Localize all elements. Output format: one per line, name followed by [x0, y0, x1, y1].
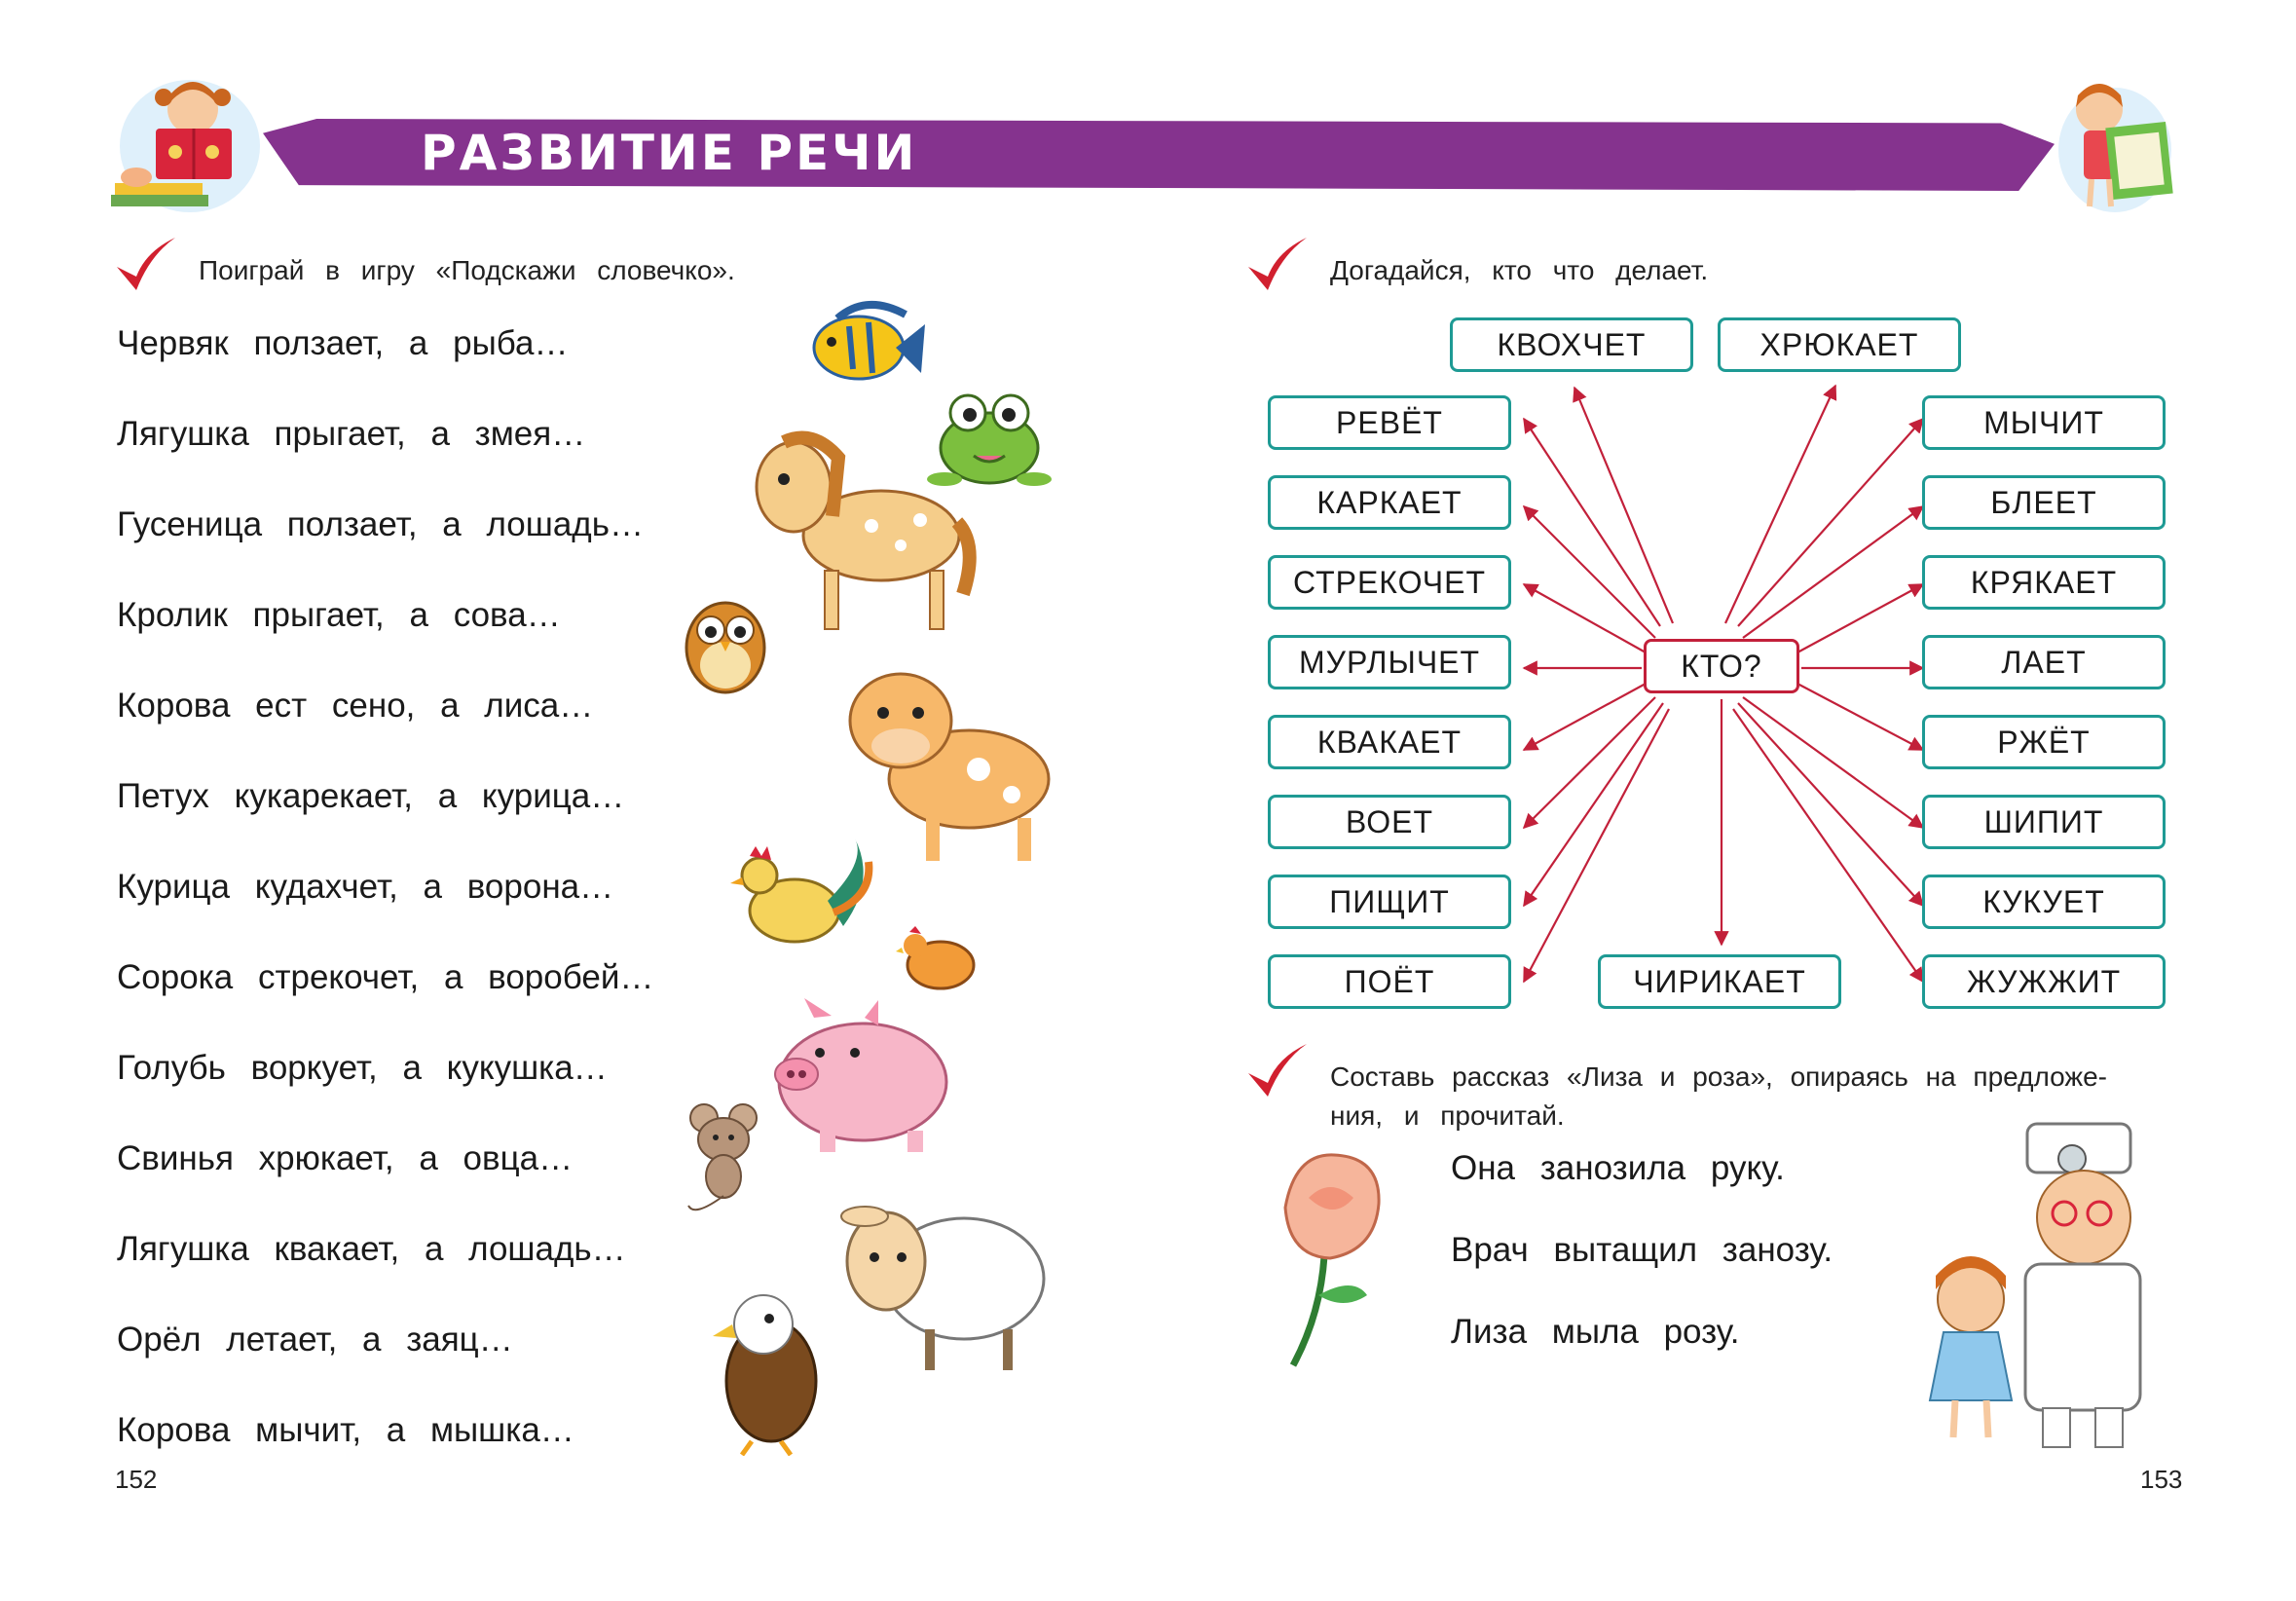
doctor-and-girl-illustration — [1918, 1120, 2171, 1451]
word-box: ЖУЖЖИТ — [1922, 954, 2166, 1009]
phrase: Свинья хрюкает, а овца… — [117, 1139, 574, 1177]
word-box: ШИПИТ — [1922, 795, 2166, 849]
story-line: Врач вытащил занозу. — [1451, 1231, 1833, 1269]
word-box: КУКУЕТ — [1922, 875, 2166, 929]
word-box: ХРЮКАЕТ — [1718, 317, 1961, 372]
story-line: Она занозила руку. — [1451, 1149, 1785, 1187]
phrase: Червяк ползает, а рыба… — [117, 324, 569, 362]
right-task-2-line1: Составь рассказ «Лиза и роза», опираясь на предложе- — [1330, 1061, 2107, 1092]
word-box: БЛЕЕТ — [1922, 475, 2166, 530]
phrase: Петух кукарекает, а курица… — [117, 777, 625, 815]
center-box: КТО? — [1644, 639, 1799, 693]
word-box: МЫЧИТ — [1922, 395, 2166, 450]
rose-illustration — [1266, 1149, 1397, 1368]
phrase: Кролик прыгает, а сова… — [117, 596, 561, 634]
word-box: РЕВЁТ — [1268, 395, 1511, 450]
page-number-left: 152 — [115, 1465, 158, 1494]
right-task-2-line2: ния, и прочитай. — [1330, 1100, 1565, 1131]
word-box: КРЯКАЕТ — [1922, 555, 2166, 610]
checkmark-icon — [1244, 1040, 1309, 1104]
word-box: РЖЁТ — [1922, 715, 2166, 769]
left-task: Поиграй в игру «Подскажи словечко». — [199, 255, 735, 285]
word-box: КВАКАЕТ — [1268, 715, 1511, 769]
word-box: ЧИРИКАЕТ — [1598, 954, 1841, 1009]
word-box: ЛАЕТ — [1922, 635, 2166, 689]
phrase: Лягушка квакает, а лошадь… — [117, 1230, 626, 1268]
story-line: Лиза мыла розу. — [1451, 1313, 1740, 1351]
phrase: Корова ест сено, а лиса… — [117, 687, 594, 725]
word-box: ПИЩИТ — [1268, 875, 1511, 929]
word-box: МУРЛЫЧЕТ — [1268, 635, 1511, 689]
phrase: Сорока стрекочет, а воробей… — [117, 958, 654, 996]
page-number-right: 153 — [2140, 1465, 2183, 1494]
phrase: Курица кудахчет, а ворона… — [117, 868, 614, 906]
word-box: ПОЁТ — [1268, 954, 1511, 1009]
phrase: Орёл летает, а заяц… — [117, 1321, 513, 1359]
word-box: ВОЕТ — [1268, 795, 1511, 849]
page-title: РАЗВИТИЕ РЕЧИ — [421, 125, 918, 181]
word-box: КАРКАЕТ — [1268, 475, 1511, 530]
phrase: Гусеница ползает, а лошадь… — [117, 505, 644, 543]
phrase: Голубь воркует, а кукушка… — [117, 1049, 608, 1087]
word-box: КВОХЧЕТ — [1450, 317, 1693, 372]
right-task-1: Догадайся, кто что делает. — [1330, 255, 1709, 285]
phrase: Лягушка прыгает, а змея… — [117, 415, 586, 453]
word-box: СТРЕКОЧЕТ — [1268, 555, 1511, 610]
phrase: Корова мычит, а мышка… — [117, 1411, 574, 1449]
